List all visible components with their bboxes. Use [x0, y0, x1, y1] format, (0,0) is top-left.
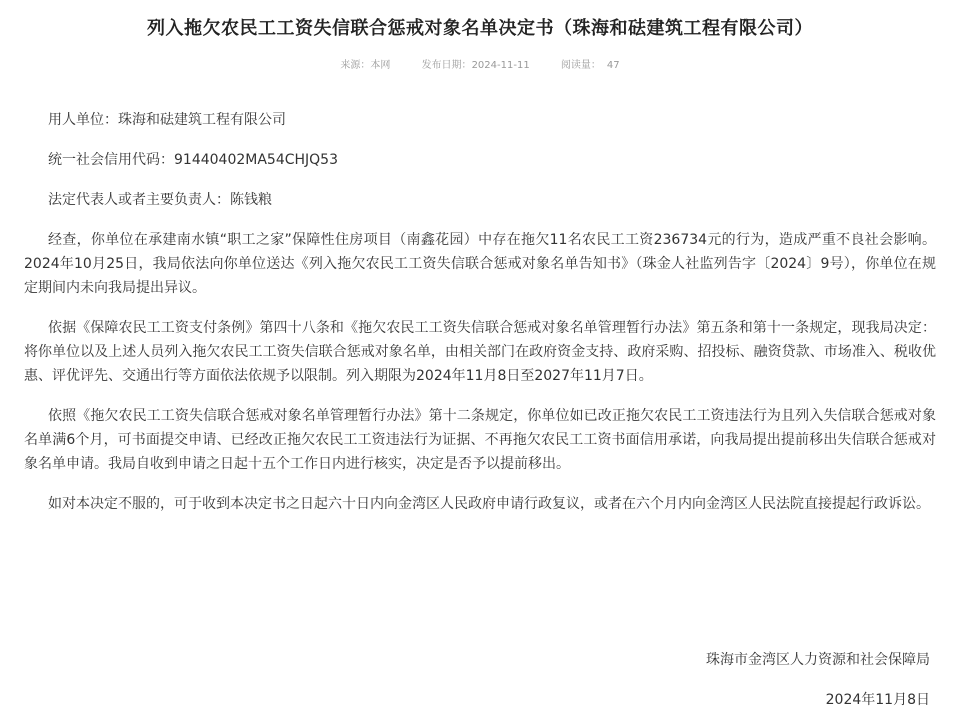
paragraph-findings: 经查，你单位在承建南水镇“职工之家”保障性住房项目（南鑫花园）中存在拖欠11名农民工工资236734元的行为，造成严重不良社会影响。2024年10月25日，我局依法向你单位送达《列入拖欠农民工工资失信联合惩戒对象名单告知书》（珠金人社监列告字〔2024〕9号），你单位在规定期间内未向我局提出异议。 — [24, 232, 936, 296]
credit-code-line: 统一社会信用代码：91440402MA54CHJQ53 — [48, 152, 338, 168]
meta-date — [422, 60, 533, 71]
paragraph-decision: 依据《保障农民工工资支付条例》第四十八条和《拖欠农民工工资失信联合惩戒对象名单管理暂行办法》第五条和第十一条规定，现我局决定：将你单位以及上述人员列入拖欠农民工工资失信联合惩戒对象名单，由相关部门在政府资金支持、政府采购、招投标、融资贷款、市场准入、税收优惠、评优评先、交通出行等方面依法依规予以限制。列入期限为2024年11月8日至2027年11月7日。 — [24, 320, 936, 384]
page-title: 列入拖欠农民工工资失信联合惩戒对象名单决定书（珠海和砝建筑工程有限公司） — [147, 18, 813, 39]
employer-line: 用人单位：珠海和砝建筑工程有限公司 — [48, 112, 286, 128]
meta-reads-label: 阅读量： — [560, 60, 601, 71]
signature-org: 珠海市金湾区人力资源和社会保障局 — [706, 652, 930, 668]
document-body — [24, 108, 936, 532]
paragraph-appeal: 如对本决定不服的，可于收到本决定书之日起六十日内向金湾区人民政府申请行政复议，或者在六个月内向金湾区人民法院直接提起行政诉讼。 — [48, 496, 930, 512]
meta-date-value: 2024-11-11 — [471, 60, 530, 71]
meta-date-label: 发布日期： — [421, 60, 472, 71]
meta-source-value: 本网 — [370, 60, 391, 71]
article-meta — [0, 56, 960, 71]
meta-reads — [561, 60, 620, 71]
meta-source — [340, 60, 393, 71]
signature-date: 2024年11月8日 — [825, 692, 930, 708]
meta-reads-value: 47 — [606, 60, 620, 71]
legal-rep-line: 法定代表人或者主要负责人：陈钱粮 — [48, 192, 272, 208]
meta-source-label: 来源： — [340, 60, 371, 71]
paragraph-removal: 依照《拖欠农民工工资失信联合惩戒对象名单管理暂行办法》第十二条规定，你单位如已改正拖欠农民工工资违法行为且列入失信联合惩戒对象名单满6个月，可书面提交申请、已经改正拖欠农民工工资违法行为证据、不再拖欠农民工工资书面信用承诺，向我局提出提前移出失信联合惩戒对象名单申请。我局自收到申请之日起十五个工作日内进行核实，决定是否予以提前移出。 — [24, 408, 936, 472]
